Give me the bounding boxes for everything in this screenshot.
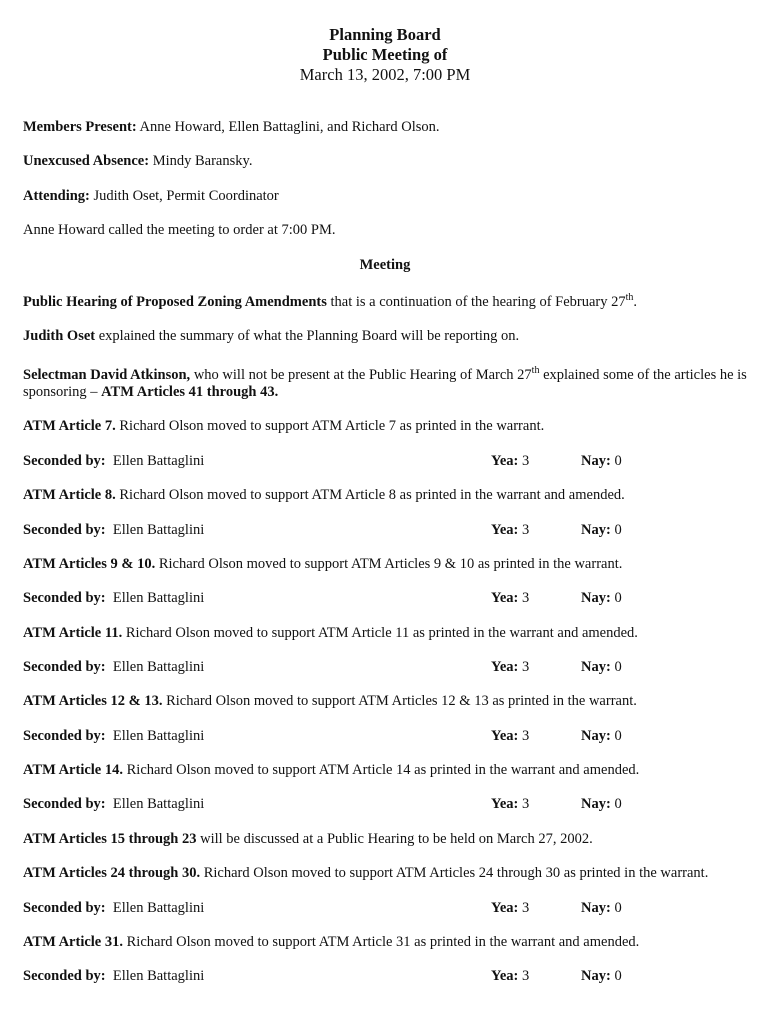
yea-count <box>491 453 529 470</box>
public-hearing-label: Public Hearing of Proposed Zoning Amendments <box>23 294 327 310</box>
atkinson-sup: th <box>531 365 540 376</box>
yea-label: Yea: <box>491 728 519 744</box>
nay-value: 0 <box>614 796 622 812</box>
seconded-by <box>23 659 204 676</box>
vote-row <box>23 522 763 540</box>
motion-text: Richard Olson moved to support ATM Article 7 as printed in the warrant. <box>115 418 545 434</box>
public-hearing-text: that is a continuation of the hearing of February 27 <box>326 294 626 310</box>
seconder-name: Ellen Battaglini <box>112 659 205 675</box>
seconded-label: Seconded by: <box>23 968 106 984</box>
yea-label: Yea: <box>491 968 519 984</box>
motion-text: Richard Olson moved to support ATM Articles 24 through 30 as printed in the warrant. <box>200 865 709 881</box>
nay-count <box>581 728 622 745</box>
yea-value: 3 <box>522 900 530 916</box>
seconder-name: Ellen Battaglini <box>112 968 205 984</box>
nay-label: Nay: <box>581 728 611 744</box>
motion-text: Richard Olson moved to support ATM Article 11 as printed in the warrant and amended. <box>122 625 638 641</box>
seconder-name: Ellen Battaglini <box>112 728 205 744</box>
yea-value: 3 <box>522 659 530 675</box>
attending-text: Judith Oset, Permit Coordinator <box>89 188 279 204</box>
nay-value: 0 <box>614 900 622 916</box>
title-line-1: Planning Board <box>329 25 441 44</box>
nay-label: Nay: <box>581 590 611 606</box>
motion-text: Richard Olson moved to support ATM Article 31 as printed in the warrant and amended. <box>123 934 640 950</box>
nay-value: 0 <box>614 453 622 469</box>
seconded-by <box>23 522 204 539</box>
seconded-label: Seconded by: <box>23 590 106 606</box>
motion-paragraph <box>23 556 753 573</box>
motion-paragraph <box>23 934 753 951</box>
seconded-by <box>23 590 204 607</box>
title-line-3: March 13, 2002, 7:00 PM <box>299 65 471 84</box>
hearing-notice <box>23 831 753 848</box>
seconded-by <box>23 796 204 813</box>
seconded-by <box>23 968 204 985</box>
motion-text: Richard Olson moved to support ATM Articles 9 & 10 as printed in the warrant. <box>155 556 623 572</box>
yea-label: Yea: <box>491 522 519 538</box>
unexcused-absence <box>23 153 753 170</box>
nay-value: 0 <box>614 522 622 538</box>
oset-summary <box>23 328 753 345</box>
unexcused-absence-text: Mindy Baransky. <box>149 153 253 169</box>
atkinson-articles: ATM Articles 41 through 43. <box>101 384 279 400</box>
yea-value: 3 <box>522 590 530 606</box>
section-heading: Meeting <box>359 257 411 273</box>
nay-count <box>581 590 622 607</box>
members-present <box>23 119 753 136</box>
seconder-name: Ellen Battaglini <box>112 900 205 916</box>
motion-paragraph <box>23 418 753 435</box>
seconded-label: Seconded by: <box>23 900 106 916</box>
vote-row <box>23 796 763 814</box>
vote-row <box>23 728 763 746</box>
yea-label: Yea: <box>491 900 519 916</box>
yea-value: 3 <box>522 522 530 538</box>
yea-label: Yea: <box>491 453 519 469</box>
yea-label: Yea: <box>491 796 519 812</box>
public-hearing-end: . <box>633 294 638 310</box>
motion-text: Richard Olson moved to support ATM Articles 12 & 13 as printed in the warrant. <box>162 693 637 709</box>
nay-count <box>581 522 622 539</box>
motion-label: ATM Article 14. <box>23 762 123 778</box>
seconder-name: Ellen Battaglini <box>112 453 205 469</box>
nay-label: Nay: <box>581 900 611 916</box>
vote-row <box>23 590 763 608</box>
nay-label: Nay: <box>581 522 611 538</box>
vote-row <box>23 453 763 471</box>
yea-count <box>491 728 529 745</box>
public-hearing <box>23 294 753 311</box>
seconded-label: Seconded by: <box>23 728 106 744</box>
yea-value: 3 <box>522 453 530 469</box>
hearing-notice-text: will be discussed at a Public Hearing to be held on March 27, 2002. <box>196 831 593 847</box>
nay-count <box>581 453 622 470</box>
motion-label: ATM Article 31. <box>23 934 123 950</box>
vote-row <box>23 659 763 677</box>
public-hearing-sup: th <box>625 292 634 303</box>
nay-count <box>581 796 622 813</box>
yea-label: Yea: <box>491 659 519 675</box>
motion-label: ATM Articles 9 & 10. <box>23 556 156 572</box>
seconder-name: Ellen Battaglini <box>112 590 205 606</box>
nay-count <box>581 900 622 917</box>
nay-label: Nay: <box>581 659 611 675</box>
yea-count <box>491 900 529 917</box>
attending-label: Attending: <box>23 188 90 204</box>
yea-value: 3 <box>522 728 530 744</box>
seconder-name: Ellen Battaglini <box>112 522 205 538</box>
atkinson-text: who will not be present at the Public Hearing of March 27 <box>190 367 532 383</box>
motion-label: ATM Articles 12 & 13. <box>23 693 163 709</box>
yea-count <box>491 659 529 676</box>
yea-count <box>491 796 529 813</box>
yea-value: 3 <box>522 968 530 984</box>
attending <box>23 188 753 205</box>
motion-label: ATM Article 11. <box>23 625 123 641</box>
yea-label: Yea: <box>491 590 519 606</box>
motion-label: ATM Article 7. <box>23 418 116 434</box>
seconded-label: Seconded by: <box>23 453 106 469</box>
yea-value: 3 <box>522 796 530 812</box>
nay-label: Nay: <box>581 453 611 469</box>
atkinson-text-2: explained some of the articles he is sponsoring – <box>23 367 747 400</box>
vote-row <box>23 900 763 918</box>
members-present-label: Members Present: <box>23 119 137 135</box>
yea-count <box>491 590 529 607</box>
nay-value: 0 <box>614 659 622 675</box>
nay-count <box>581 968 622 985</box>
yea-count <box>491 522 529 539</box>
motion-label: ATM Articles 24 through 30. <box>23 865 201 881</box>
motion-label: ATM Article 8. <box>23 487 116 503</box>
seconded-by <box>23 453 204 470</box>
nay-value: 0 <box>614 590 622 606</box>
motion-paragraph <box>23 762 753 779</box>
seconded-by <box>23 900 204 917</box>
yea-count <box>491 968 529 985</box>
nay-label: Nay: <box>581 796 611 812</box>
title-line-2: Public Meeting of <box>322 45 448 64</box>
members-present-text: Anne Howard, Ellen Battaglini, and Richard Olson. <box>136 119 440 135</box>
motion-paragraph <box>23 487 753 504</box>
hearing-notice-label: ATM Articles 15 through 23 <box>23 831 197 847</box>
nay-count <box>581 659 622 676</box>
seconded-label: Seconded by: <box>23 796 106 812</box>
seconded-by <box>23 728 204 745</box>
motion-paragraph <box>23 693 753 710</box>
vote-row <box>23 968 763 986</box>
call-to-order: Anne Howard called the meeting to order at 7:00 PM. <box>23 222 336 238</box>
seconded-label: Seconded by: <box>23 659 106 675</box>
nay-value: 0 <box>614 968 622 984</box>
nay-value: 0 <box>614 728 622 744</box>
atkinson-label: Selectman David Atkinson, <box>23 367 191 383</box>
motion-paragraph <box>23 865 753 882</box>
seconder-name: Ellen Battaglini <box>112 796 205 812</box>
motion-text: Richard Olson moved to support ATM Article 14 as printed in the warrant and amended. <box>123 762 640 778</box>
motion-paragraph <box>23 625 753 642</box>
unexcused-absence-label: Unexcused Absence: <box>23 153 150 169</box>
document-title <box>0 25 770 85</box>
seconded-label: Seconded by: <box>23 522 106 538</box>
oset-label: Judith Oset <box>23 328 96 344</box>
atkinson-paragraph <box>23 367 753 401</box>
motion-text: Richard Olson moved to support ATM Article 8 as printed in the warrant and amended. <box>115 487 625 503</box>
oset-text: explained the summary of what the Planning Board will be reporting on. <box>95 328 520 344</box>
nay-label: Nay: <box>581 968 611 984</box>
